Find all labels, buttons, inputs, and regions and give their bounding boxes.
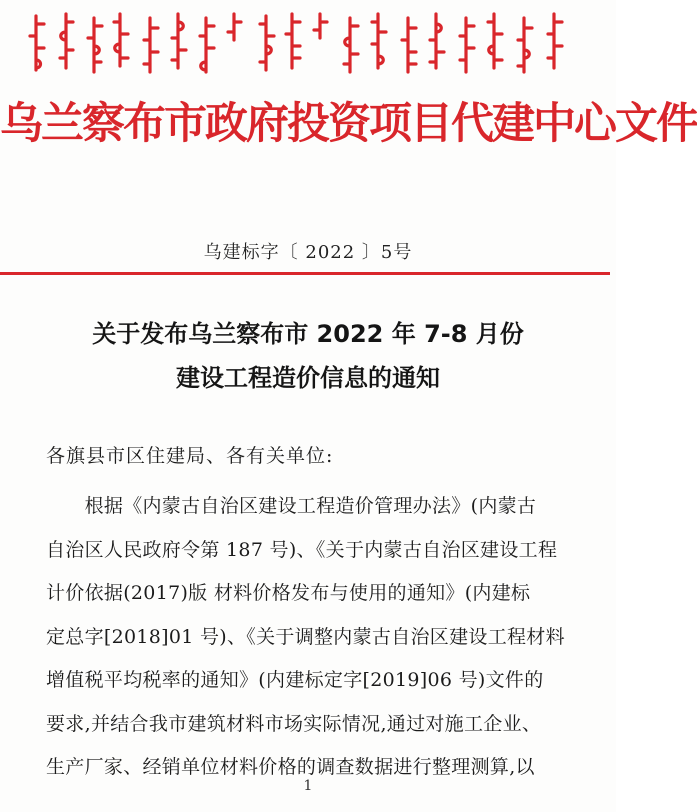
body-line: 自治区人民政府令第 187 号)、《关于内蒙古自治区建设工程 bbox=[46, 538, 558, 561]
salutation: 各旗县市区住建局、各有关单位: bbox=[46, 445, 334, 467]
mongolian-script-header bbox=[28, 10, 576, 76]
body-line: 要求,并结合我市建筑材料市场实际情况,通过对施工企业、 bbox=[46, 712, 542, 735]
notice-title-line-1: 关于发布乌兰察布市 2022 年 7-8 月份 bbox=[92, 320, 524, 348]
notice-title bbox=[0, 312, 616, 400]
body-line: 计价依据(2017)版 材料价格发布与使用的通知》(内建标 bbox=[46, 582, 531, 604]
notice-title-line-2: 建设工程造价信息的通知 bbox=[176, 364, 440, 392]
body-line: 生产厂家、经销单位材料价格的调查数据进行整理测算,以 bbox=[46, 756, 535, 778]
red-divider-line bbox=[0, 272, 610, 275]
body-line: 定总字[2018]01 号)、《关于调整内蒙古自治区建设工程材料 bbox=[46, 625, 565, 648]
body-line: 根据《内蒙古自治区建设工程造价管理办法》(内蒙古 bbox=[46, 495, 537, 517]
body-line: 增值税平均税率的通知》(内建标定字[2019]06 号)文件的 bbox=[46, 669, 544, 691]
body-paragraph bbox=[46, 485, 586, 790]
agency-header-title: 乌兰察布市政府投资项目代建中心文件 bbox=[0, 99, 697, 149]
document-number: 乌建标字〔 2022 〕5号 bbox=[203, 242, 413, 263]
page-number: 1 bbox=[303, 778, 313, 794]
